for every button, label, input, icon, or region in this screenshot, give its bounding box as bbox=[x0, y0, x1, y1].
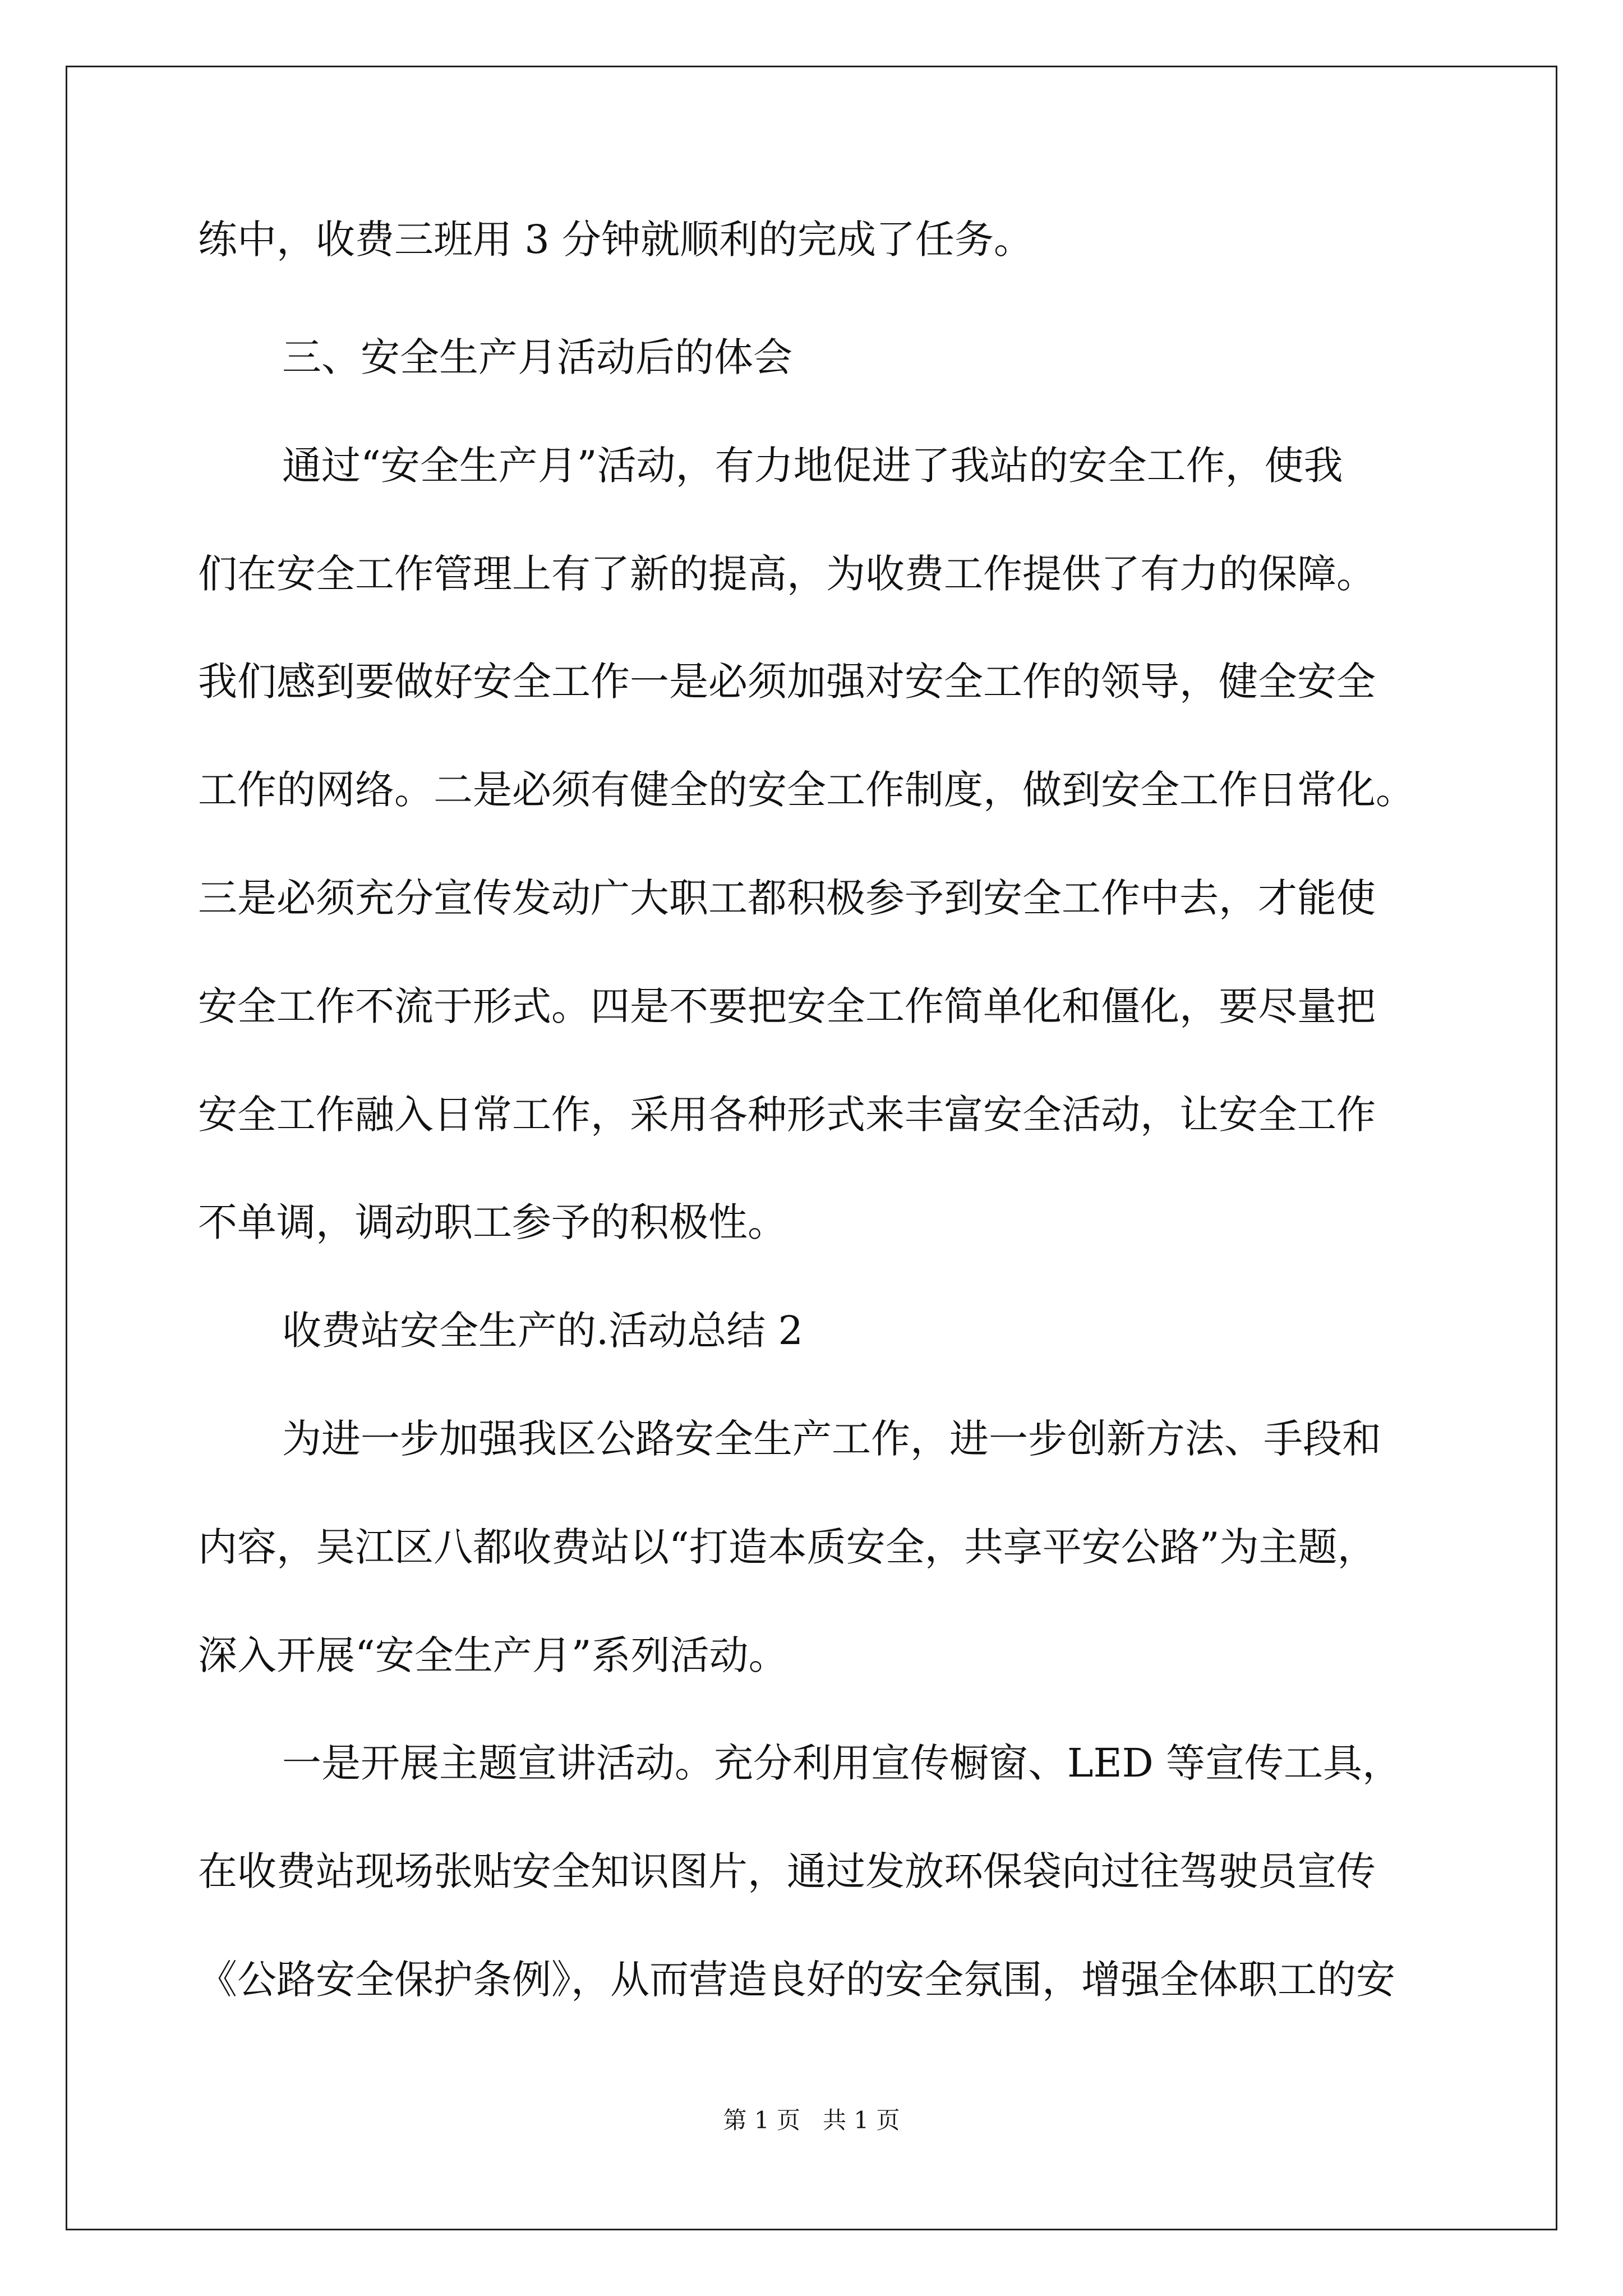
text-line: 安全工作融入日常工作，采用各种形式来丰富安全活动，让安全工作 bbox=[198, 1092, 1376, 1138]
page-total: 共 1 页 bbox=[823, 2106, 900, 2134]
text-line: 在收费站现场张贴安全知识图片，通过发放环保袋向过往驾驶员宣传 bbox=[198, 1848, 1376, 1894]
text-line: 《公路安全保护条例》，从而营造良好的安全氛围，增强全体职工的安 bbox=[198, 1957, 1395, 2003]
page-footer bbox=[0, 2104, 1623, 2137]
text-line: 通过“安全生产月”活动，有力地促进了我站的安全工作，使我 bbox=[282, 443, 1343, 489]
text-line: 三是必须充分宣传发动广大职工都积极参予到安全工作中去，才能使 bbox=[198, 875, 1376, 921]
text-line: 工作的网络。二是必须有健全的安全工作制度，做到安全工作日常化。 bbox=[198, 767, 1415, 813]
text-line: 不单调，调动职工参予的积极性。 bbox=[198, 1199, 787, 1245]
text-line: 深入开展“安全生产月”系列活动。 bbox=[198, 1632, 788, 1678]
text-line: 练中，收费三班用 3 分钟就顺利的完成了任务。 bbox=[198, 217, 1034, 263]
page-number: 第 1 页 bbox=[723, 2106, 800, 2134]
text-line: 们在安全工作管理上有了新的提高，为收费工作提供了有力的保障。 bbox=[198, 551, 1376, 597]
text-line: 为进一步加强我区公路安全生产工作，进一步创新方法、手段和 bbox=[282, 1416, 1381, 1462]
text-line: 我们感到要做好安全工作一是必须加强对安全工作的领导，健全安全 bbox=[198, 659, 1376, 705]
text-line: 安全工作不流于形式。四是不要把安全工作简单化和僵化，要尽量把 bbox=[198, 983, 1376, 1029]
section-heading: 收费站安全生产的.活动总结 2 bbox=[282, 1308, 804, 1354]
text-line: 一是开展主题宣讲活动。充分利用宣传橱窗、LED 等宣传工具， bbox=[282, 1740, 1401, 1786]
section-heading: 三、安全生产月活动后的体会 bbox=[282, 334, 792, 380]
page-border bbox=[66, 66, 1557, 2230]
text-line: 内容，吴江区八都收费站以“打造本质安全，共享平安公路”为主题， bbox=[198, 1524, 1377, 1570]
